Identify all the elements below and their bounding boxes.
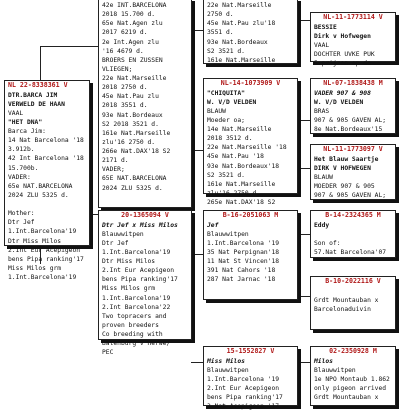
text-line: 3.Nat Acepigeon '17 [207,403,280,411]
text-line: 907 & 905 GAVEN AL; [314,192,387,200]
text-line: 161e Nat.Marseille [207,180,276,188]
saartje-breeder: DIRK V HOFWEGEN [314,164,371,172]
saartje-ring: NL-11-1773097 V [323,145,383,153]
b10-lines [314,287,392,314]
bessie-card[interactable] [310,12,396,68]
text-line: Dtr Jef [102,239,129,247]
subject-lines [8,127,86,282]
sire-lines [102,1,188,193]
milos-lines [314,366,392,403]
text-line: 22e Nat.Marseille [102,75,167,82]
text-line: 161e Nat.Marseille [102,129,171,137]
chiquita-name: "CHIQUITA" [207,89,245,97]
bessie-color: VAAL [314,41,330,49]
text-line: 3.912b. [8,146,35,154]
text-line: 1.Int.Barcelona'19 [102,248,171,256]
text-line: 15.700b. [8,164,39,172]
text-line: 8e Nat.Bordeaux'15 [314,126,383,134]
text-line: 14 Nat Barcelona '18 [8,137,84,145]
text-line: VADER; [102,166,125,174]
text-line: Two topracers and [102,312,167,320]
bessie-breeder: Dirk v Hofwegen [314,32,371,40]
text-line: 93e Nat.Bordeaux'18 [207,162,280,170]
miss-milos-lines [207,366,294,411]
text-line: 2.Int Eur Acepigeon [102,267,175,275]
text-line: 1.Int.Barcelona '19 [207,375,280,383]
text-line: BROERS EN ZUSSEN [102,56,163,64]
text-line: Blauwwitpen [102,230,144,238]
text-line: 2.Int Barcelona'22 [102,303,171,311]
text-line: 45e Nat.Pau zlu'18 [207,20,276,28]
text-line: zlu'16 2750 d. [102,138,156,146]
chiquita-color: BLAUW [207,107,226,115]
subject-nickname: "HET DNA" [8,118,43,126]
b10-card[interactable] [310,276,396,330]
chiquita-lines [207,116,294,207]
text-line: zlu'16 2750 d. [207,189,261,197]
top-mid-lines [207,1,294,65]
text-line: Dtr Miss Milos [8,237,62,245]
chiquita-card[interactable] [203,78,298,207]
jef-name: Jef [207,221,219,229]
text-line: PEC [102,349,114,357]
eddy-ring: B-14-2324365 M [325,211,381,219]
text-line: Blauwwitpen [207,366,249,374]
bessie-lines [314,50,392,68]
text-line: Co breeding with [102,331,163,339]
saartje-card[interactable] [310,144,396,200]
text-line: 11 Nat St Vincen'18 [207,258,280,266]
text-line: Barca Jim: [8,128,46,136]
text-line: Batenburg v Herwe/ [102,340,171,348]
text-line: 1.Int.Barcelona'19 [8,274,77,282]
vader-card[interactable] [310,78,396,134]
text-line: 65e Nat.Agen zlu [102,20,163,28]
eddy-lines [314,230,392,257]
text-line: 45e Nat.Pau '18 [207,153,264,161]
text-line: Moeder oa; [207,116,245,124]
text-line: Miss Milos grm [102,285,156,293]
text-line: bens Pipa ranking'17 [207,394,283,402]
text-line: 2750 d. [207,11,234,19]
text-line: 2.Int Eur Acepigeon [8,246,81,254]
subject-color: VAAL [8,109,24,117]
text-line: proven breeders [102,321,159,329]
text-line: 287 Nat Jarnac '18 [207,276,276,284]
milos-name: Milos [314,357,333,365]
eddy-name: Eddy [314,221,330,229]
text-line: 2017 6219 d. [102,29,148,37]
text-line: DOCHTER UVKE PUK [314,50,375,58]
text-line: 1e NPO Montaub 1.862 [314,375,390,383]
sire-card[interactable] [98,0,192,208]
saartje-name: Het Blauw Saartje [314,155,379,163]
text-line: Son of: [314,239,341,247]
jef-card[interactable] [203,210,298,300]
text-line: 2018 3512 d. [207,135,253,143]
text-line: S2 3521 d. [207,171,245,179]
text-line: MOEDER 907 & 905 [314,182,375,190]
vader-ring: NL-07-1838438 M [323,79,383,87]
bessie-ring: NL-11-1773114 V [323,13,383,21]
miss-milos-name: Miss Milos [207,357,245,365]
vader-breeder: W. V/D VELDEN [314,98,364,106]
text-line: '16 4679 d. [102,47,144,55]
text-line: Grdt Mountauban x [314,394,379,402]
bessie-name: BESSIE [314,23,337,31]
eddy-card[interactable] [310,210,396,258]
text-line: only pigeon arrived [314,384,387,392]
text-line: 266e Nat.DAX'18 S2 [102,148,171,155]
text-line: VLIEGEN; [102,65,133,73]
text-line: Miss Milos grm [8,264,62,272]
text-line: 22e Nat.Marseille '18 [207,144,287,152]
vader-color: BRAS [314,107,330,115]
saartje-color: BLAUW [314,173,333,181]
subject-breeder: VERWELD DE HAAN [8,100,65,108]
text-line: 42e INT.BARCELONA [102,2,167,9]
vader-name: VADER 907 & 908 [314,89,371,97]
milos-ring: 02-2350928 M [329,347,377,355]
text-line: 65e NAT.BARCELONA [8,182,73,190]
text-line: 5 prijzen op de [314,60,371,68]
dam-lines [102,230,188,358]
subject-name: DTR.BARCA JIM [8,91,58,99]
vader-lines [314,116,392,134]
text-line: 1.Int.Barcelona'19 [8,228,77,236]
text-line: 1.Int.Barcelona'19 [102,294,171,302]
jef-ring: B-16-2051063 M [222,211,279,219]
text-line: 42 Int Barcelona '18 [8,155,84,163]
text-line: 2171 d. [102,157,129,165]
text-line: Grdt Mountauban x [314,296,379,304]
text-line: S2 3521 d. [207,47,245,55]
text-line: 93e Nat.Bordeaux [102,111,163,119]
text-line: 161e Nat.Marseille [207,56,276,64]
text-line: 2018 15.700 d. [102,11,156,19]
text-line [314,287,392,296]
miss-milos-card[interactable] [203,346,298,411]
dam-name: Dtr Jef x Miss Milos [102,221,178,229]
subject-ring: NL 22-8338361 V [8,81,68,89]
text-line: Blauwwitpen [207,230,249,238]
text-line [314,230,392,239]
chiquita-ring: NL-14-1073909 V [220,79,281,87]
text-line: 2024 ZLU 5325 d. [102,184,163,192]
jef-lines [207,230,294,285]
text-line: 3551 d. [207,29,234,37]
text-line: 45e Nat.Pau zlu [102,93,159,101]
text-line: Blauwwitpen [314,366,356,374]
text-line: 57.Nat Barcelona'07 [314,248,387,256]
text-line: 2.Int Eur Acepigeon [207,384,280,392]
text-line: VADER: [8,173,31,181]
text-line: 1.Int.Barcelona '19 [207,239,280,247]
text-line: Mother: [8,210,35,218]
text-line: bens Pipa ranking'17 [8,255,84,263]
text-line: bens Pipa ranking'17 [102,276,178,284]
text-line: Dtr Miss Milos [102,258,156,266]
text-line: Barcelonaduivin [314,305,371,313]
text-line: 14e Nat.Marseille [207,126,272,134]
text-line: 2e Int.Agen zlu [102,38,159,46]
dam-ring: 20-1365094 V [121,211,169,219]
text-line: 391 Nat Cahors '18 [207,267,276,275]
milos-card[interactable] [310,346,396,406]
text-line: 35 Nat Perpignan'18 [207,248,280,256]
text-line: 93e Nat.Bordeaux [207,38,268,46]
text-line: 907 & 905 GAVEN AL; [314,116,387,124]
sire-dam-top-card[interactable] [203,0,298,64]
text-line: 2018 2750 d. [102,84,148,92]
b10-ring: B-10-2022116 V [325,277,381,285]
chiquita-breeder: W. V/D VELDEN [207,98,257,106]
text-line: 2024 ZLU 5325 d. [8,191,69,199]
text-line [8,200,86,209]
text-line: Dtr Jef [8,219,35,227]
dam-card[interactable] [98,210,192,357]
text-line: 2018 3551 d. [102,102,148,110]
text-line: 65E NAT.BARCELONA [102,175,167,183]
text-line: S2 2018 3521 d. [102,120,159,128]
miss-milos-ring: 15-1552827 V [226,347,275,355]
saartje-lines [314,182,392,200]
text-line: 265e Nat.DAX'18 S2 [207,199,276,207]
subject-card[interactable] [4,80,90,282]
text-line: 22e Nat.Marseille [207,2,272,9]
